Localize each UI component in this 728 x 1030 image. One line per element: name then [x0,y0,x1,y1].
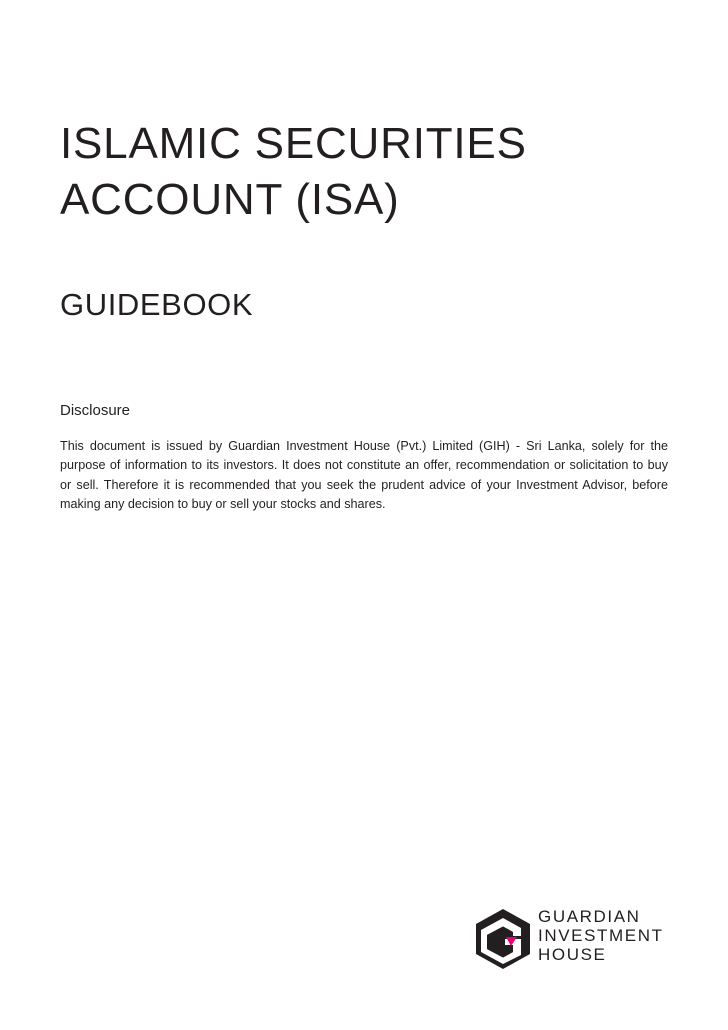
document-title [60,116,680,228]
logo-wordmark [538,907,664,964]
document-subtitle: GUIDEBOOK [60,287,254,322]
company-logo [475,905,675,971]
title-line-2: ACCOUNT (ISA) [60,175,400,224]
disclosure-heading: Disclosure [60,402,131,419]
logo-line-1: GUARDIAN [538,907,641,926]
logo-line-3: HOUSE [538,945,607,964]
guardian-investment-house-logo-icon [475,909,531,969]
disclosure-text: This document is issued by Guardian Investment House (Pvt.) Limited (GIH) - Sri Lanka, solely for the purpose of information to its investors. It does not constitute an offer, recommendation or solicitation to buy or sell. Therefore it is recommended that you seek the prudent advice of your Investment Advisor, before making any decision to buy or sell your stocks and shares. [60,439,668,511]
logo-line-2: INVESTMENT [538,926,664,945]
title-line-1: ISLAMIC SECURITIES [60,119,527,168]
